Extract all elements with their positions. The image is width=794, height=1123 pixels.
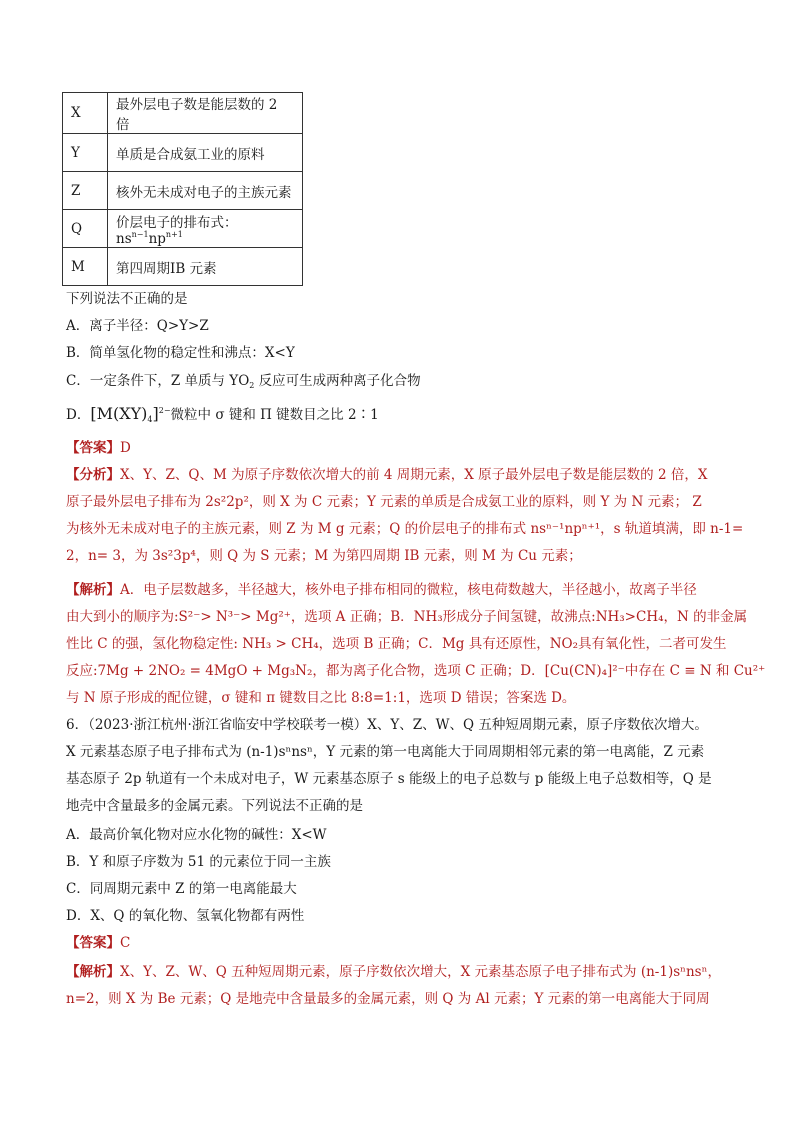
table-value: 第四周期ⅠB 元素 bbox=[108, 248, 303, 286]
question-line: 地壳中含量最多的金属元素。下列说法不正确的是 bbox=[66, 798, 363, 814]
superscript: n−1 bbox=[131, 229, 149, 239]
option-c-text: C．一定条件下，Z 单质与 YO bbox=[66, 373, 250, 389]
solution-tag: 【解析】 bbox=[66, 582, 120, 598]
option-c: C．同周期元素中 Z 的第一电离能最大 bbox=[66, 881, 297, 897]
table-row bbox=[63, 248, 303, 286]
table-key: Y bbox=[63, 134, 108, 172]
table-key: Q bbox=[63, 210, 108, 248]
analysis-line: 原子最外层电子排布为 2s²2p²，则 X 为 C 元素；Y 元素的单质是合成氨工业的原料，则 Y 为 N 元素； Z bbox=[66, 494, 702, 510]
table-value: 单质是合成氨工业的原料 bbox=[108, 134, 303, 172]
question-line: 基态原子 2p 轨道有一个未成对电子，W 元素基态原子 s 能级上的电子总数与 p 能级上电子总数相等，Q 是 bbox=[66, 771, 712, 787]
table-value: 最外层电子数是能层数的 2 倍 bbox=[108, 93, 303, 134]
option-a: A．最高价氧化物对应水化物的碱性：X<W bbox=[66, 827, 327, 843]
solution-line: 反应:7Mg + 2NO₂ = 4MgO + Mg₃N₂，都为离子化合物，选项 C 正确；D．[Cu(CN)₄]²⁻中存在 C ≡ N 和 Cu²⁺ bbox=[66, 663, 766, 679]
table-key: X bbox=[63, 93, 108, 134]
table-value bbox=[108, 210, 303, 248]
table-value-text: np bbox=[148, 230, 166, 247]
option-d: D．X、Q 的氧化物、氢氧化物都有两性 bbox=[66, 908, 305, 924]
answer-line bbox=[66, 935, 130, 952]
solution-line: 与 N 原子形成的配位键，σ 键和 π 键数目之比 8:8=1:1，选项 D 错误；答案选 D。 bbox=[66, 690, 576, 706]
option-d: D．$[M(XY)_4]^{2-}$微粒中 σ 键和 Π 键数目之比 2∶1 bbox=[66, 404, 379, 424]
answer-tag: 【答案】 bbox=[66, 440, 120, 456]
option-d-text: 微粒中 σ 键和 Π 键数目之比 2∶1 bbox=[170, 407, 379, 423]
element-info-table bbox=[62, 92, 303, 286]
analysis-line bbox=[66, 467, 707, 484]
superscript: 2− bbox=[158, 406, 171, 415]
table-value: 核外无未成对电子的主族元素 bbox=[108, 172, 303, 210]
answer-tag: 【答案】 bbox=[66, 935, 120, 951]
solution-text: A．电子层数越多，半径越大，核外电子排布相同的微粒，核电荷数越大，半径越小，故离子半径 bbox=[120, 582, 697, 598]
option-c-text: 反应可生成两种离子化合物 bbox=[254, 373, 421, 389]
analysis-line: 为核外无未成对电子的主族元素，则 Z 为 M g 元素；Q 的价层电子的排布式 nsⁿ⁻¹npⁿ⁺¹，s 轨道填满，即 n-1= bbox=[66, 521, 744, 537]
table-value-text: 价层电子的排布式：ns bbox=[116, 214, 238, 247]
formula: [M(XY) bbox=[90, 404, 148, 423]
option-d-label: D． bbox=[66, 407, 91, 423]
table-key: M bbox=[63, 248, 108, 286]
solution-line bbox=[66, 964, 721, 981]
answer-value: D bbox=[120, 440, 131, 456]
analysis-text: X、Y、Z、Q、M 为原子序数依次增大的前 4 周期元素，X 原子最外层电子数是能层数的 2 倍，X bbox=[120, 467, 708, 483]
superscript: n+1 bbox=[165, 229, 183, 239]
subscript: 2 bbox=[249, 381, 255, 390]
table-row bbox=[63, 172, 303, 210]
option-b: B．简单氢化物的稳定性和沸点：X<Y bbox=[66, 345, 295, 361]
table-key: Z bbox=[63, 172, 108, 210]
table-row bbox=[63, 93, 303, 134]
subscript: 4 bbox=[147, 415, 153, 424]
analysis-tag: 【分析】 bbox=[66, 467, 120, 483]
answer-line bbox=[66, 440, 131, 457]
question-stem: 下列说法不正确的是 bbox=[66, 291, 188, 307]
answer-value: C bbox=[120, 935, 131, 951]
solution-line bbox=[66, 582, 697, 599]
table-row bbox=[63, 210, 303, 248]
question-line: 6．（2023·浙江杭州·浙江省临安中学校联考一模）X、Y、Z、W、Q 五种短周期元素，原子序数依次增大。 bbox=[66, 717, 708, 733]
solution-text: X、Y、Z、W、Q 五种短周期元素，原子序数依次增大，X 元素基态原子电子排布式为 (n-1)sⁿnsⁿ， bbox=[120, 964, 721, 980]
solution-line: 性比 C 的强，氢化物稳定性: NH₃ > CH₄，选项 B 正确；C．Mg 具有还原性，NO₂具有氧化性，二者可发生 bbox=[66, 636, 727, 652]
analysis-line: 2，n= 3，为 3s²3p⁴，则 Q 为 S 元素；M 为第四周期 IB 元素，则 M 为 Cu 元素； bbox=[66, 548, 582, 564]
question-line: X 元素基态原子电子排布式为 (n-1)sⁿnsⁿ，Y 元素的第一电离能大于同周期相邻元素的第一电离能，Z 元素 bbox=[66, 744, 705, 760]
option-b: B．Y 和原子序数为 51 的元素位于同一主族 bbox=[66, 854, 331, 870]
solution-line: 由大到小的顺序为:S²⁻> N³⁻> Mg²⁺，选项 A 正确；B．NH₃形成分子间氢键，故沸点:NH₃>CH₄，N 的非金属 bbox=[66, 609, 748, 625]
solution-tag: 【解析】 bbox=[66, 964, 120, 980]
option-a: A．离子半径：Q>Y>Z bbox=[66, 318, 209, 334]
solution-line: n=2，则 X 为 Be 元素；Q 是地壳中含量最多的金属元素，则 Q 为 Al 元素；Y 元素的第一电离能大于同周 bbox=[66, 991, 710, 1007]
option-c bbox=[66, 373, 421, 391]
table-row bbox=[63, 134, 303, 172]
